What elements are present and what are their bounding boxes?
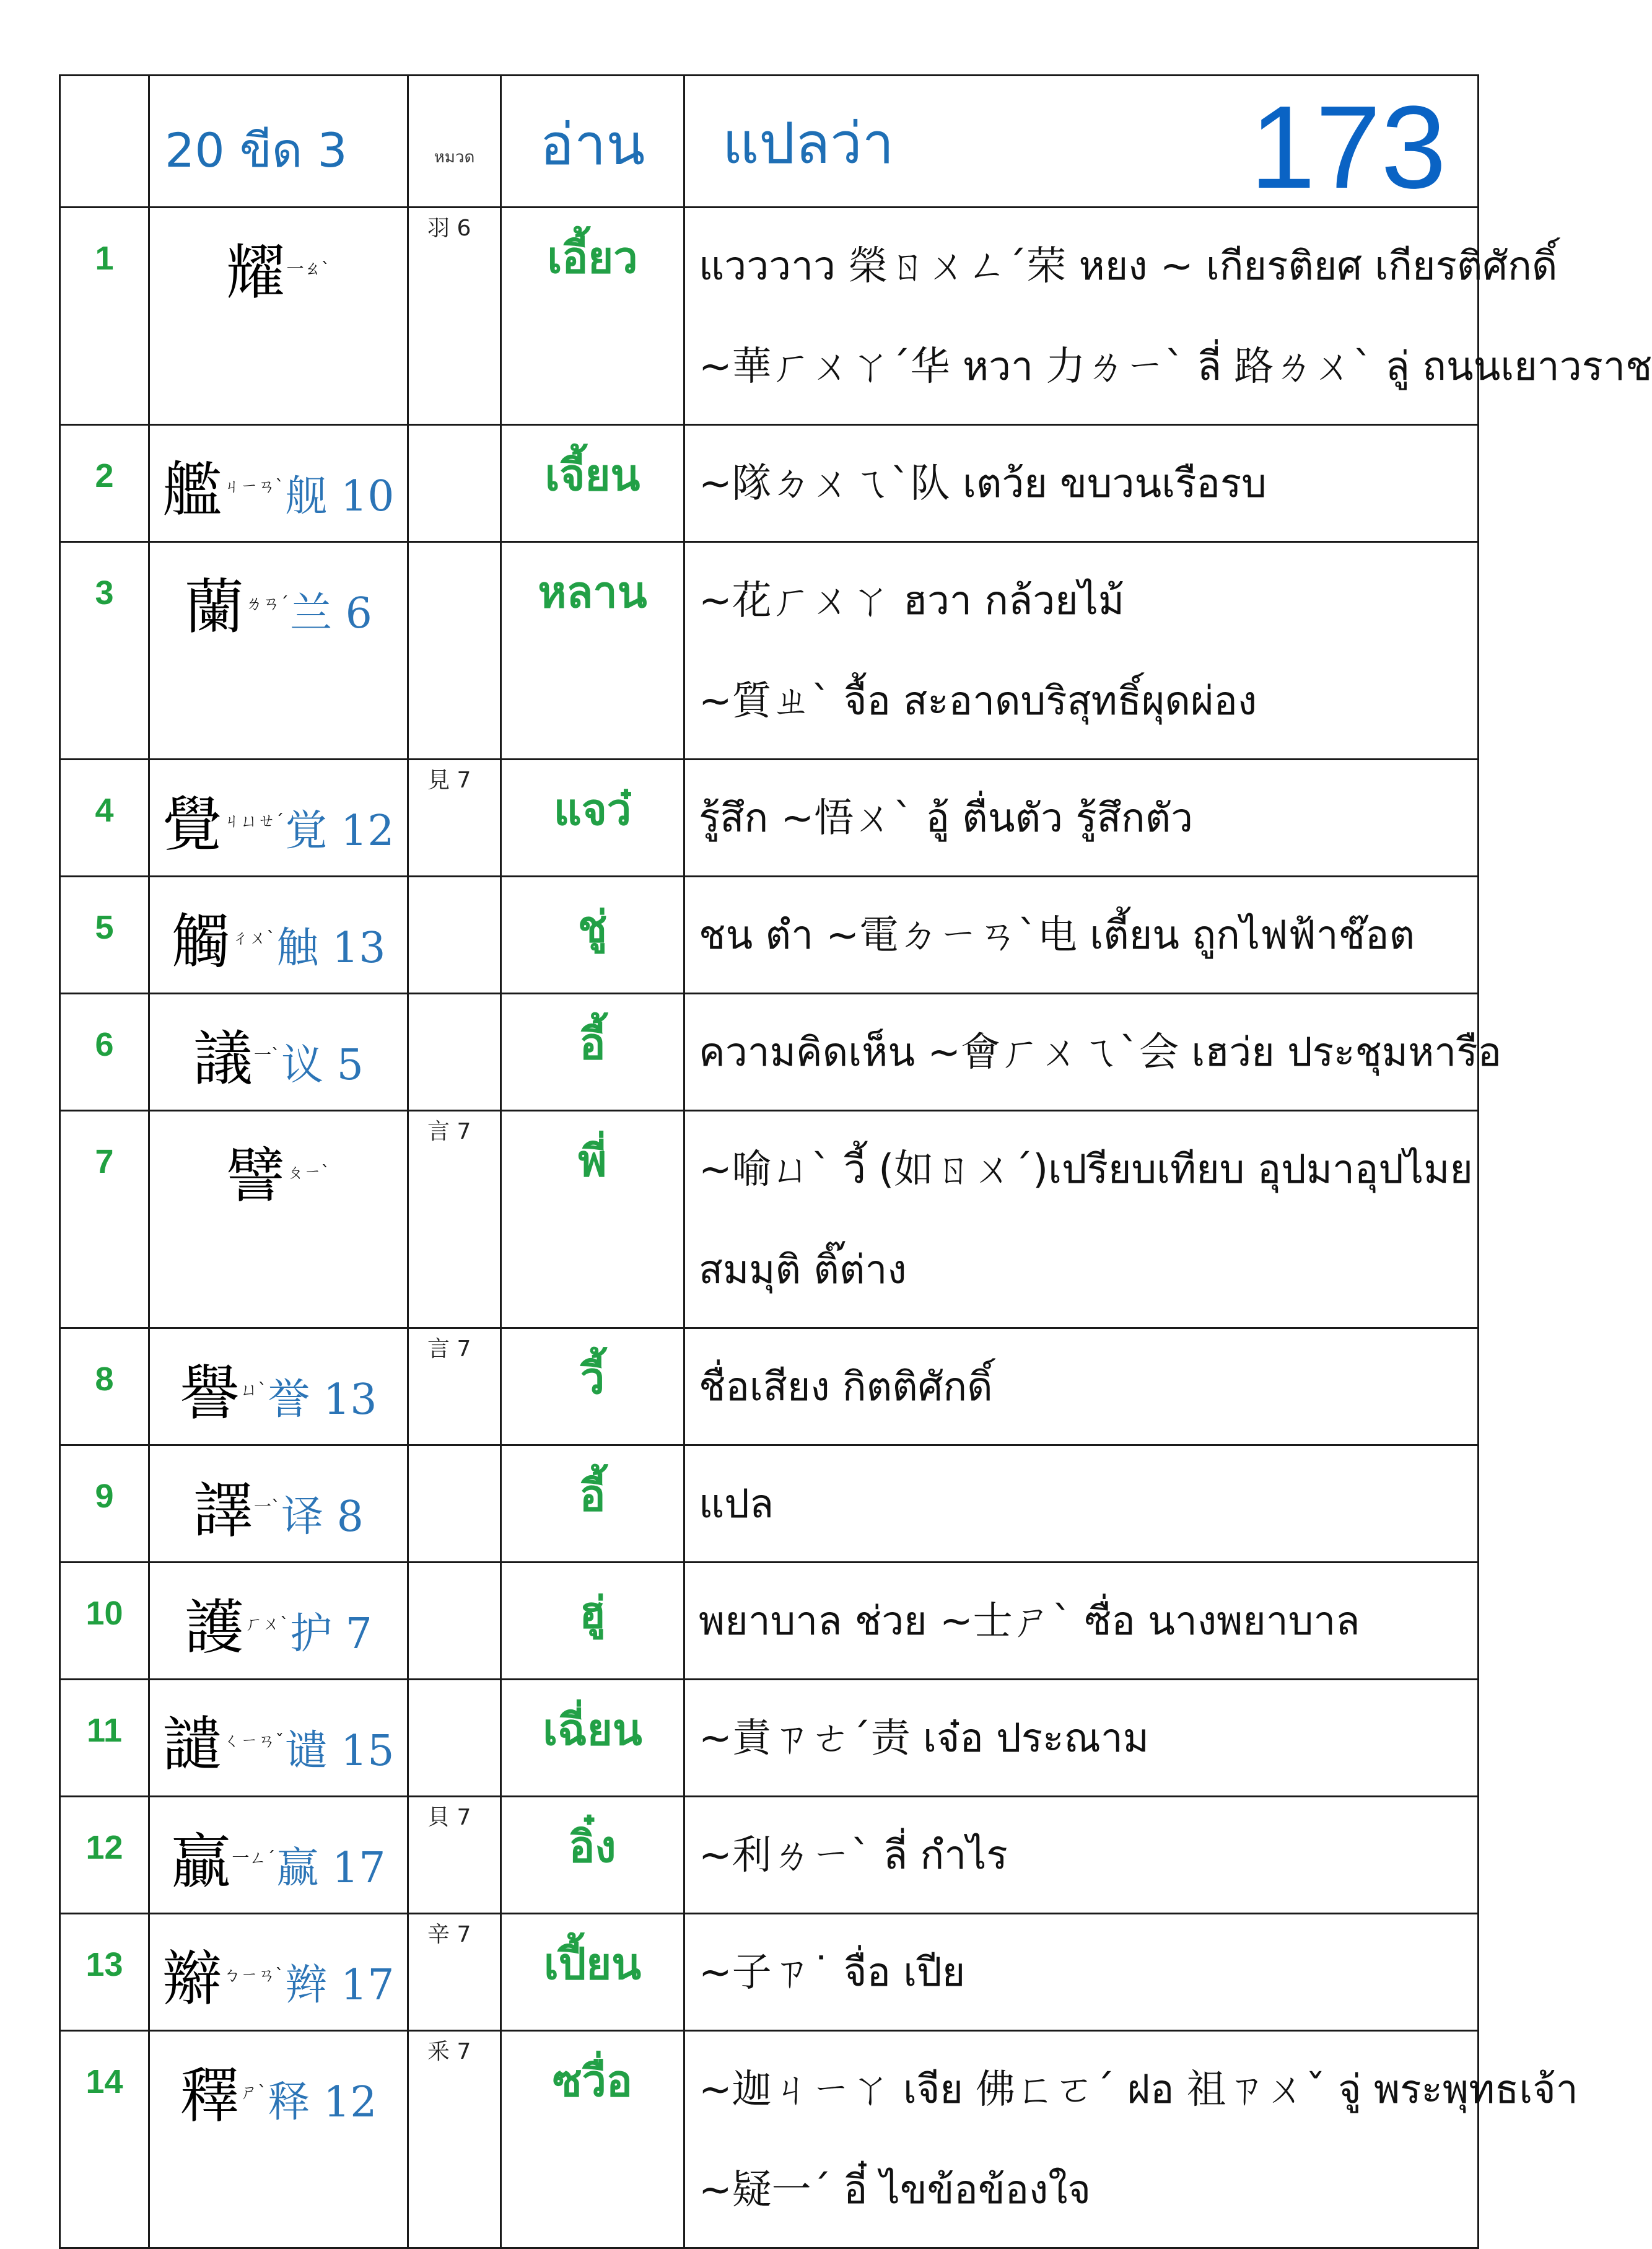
character-cell xyxy=(149,425,408,542)
meaning-line: ~利ㄌㄧˋ ลี่ กำไร xyxy=(699,1833,1008,1879)
meaning-line: ~隊ㄉㄨㄟˋ队 เตว้ย ขบวนเรือรบ xyxy=(699,461,1267,507)
table-row xyxy=(60,994,1479,1111)
meaning-cell xyxy=(684,994,1502,1111)
meaning-cell xyxy=(684,1680,1479,1797)
zhuyin: ㄑㄧㄢˇ xyxy=(223,1730,284,1751)
traditional-character: 議 xyxy=(193,1024,253,1094)
zhuyin: ㄐㄩㄝˊ xyxy=(223,810,284,831)
character-cell xyxy=(149,1914,408,2031)
traditional-character: 辮 xyxy=(162,1944,222,2014)
character-cell xyxy=(149,994,408,1111)
reading-cell: หลาน xyxy=(501,542,684,760)
meaning-cell xyxy=(684,1914,1479,2031)
table-row xyxy=(60,208,1479,425)
character-cell xyxy=(149,1797,408,1914)
meaning-line: แปล xyxy=(699,1481,774,1527)
reading-cell: พี่ xyxy=(501,1111,684,1328)
meaning-line: รู้สึก ~悟ㄨˋ อู้ ตื่นตัว รู้สึกตัว xyxy=(699,796,1194,841)
radical-cell xyxy=(408,877,501,994)
table-row xyxy=(60,1914,1479,2031)
header-number-cell xyxy=(60,76,149,208)
character-cell xyxy=(149,2031,408,2248)
header-meaning: แปลว่า 173 xyxy=(684,76,1479,208)
zhuyin: 一ˋ xyxy=(254,1496,281,1517)
radical-cell xyxy=(408,425,501,542)
character-cell xyxy=(149,760,408,877)
simplified-character: 谴 15 xyxy=(285,1727,395,1776)
table-header xyxy=(60,76,1479,208)
radical-cell: 貝 7 xyxy=(408,1797,501,1914)
reading-cell: เปี้ยน xyxy=(501,1914,684,2031)
meaning-line: ~迦ㄐㄧㄚ เจีย 佛ㄈㄛˊ ฝอ 祖ㄗㄨˇ จู่ พระพุทธเจ้า xyxy=(699,2067,1578,2113)
vocabulary-table xyxy=(59,74,1652,2249)
character-cell xyxy=(149,1445,408,1563)
traditional-character: 譽 xyxy=(180,1359,240,1428)
character-cell xyxy=(149,877,408,994)
simplified-character: 译 8 xyxy=(281,1493,364,1541)
meaning-line: ความคิดเห็น ~會ㄏㄨㄟˋ会 เฮว่ย ประชุมหารือ xyxy=(699,1030,1502,1076)
meaning-line: สมมุติ ติ๊ต่าง xyxy=(699,1247,907,1293)
traditional-character: 譬 xyxy=(225,1141,286,1211)
character-cell xyxy=(149,208,408,425)
traditional-character: 護 xyxy=(185,1593,245,1662)
row-number: 7 xyxy=(60,1111,149,1328)
character-cell xyxy=(149,542,408,760)
simplified-character: 舰 10 xyxy=(285,472,395,521)
reading-cell: ซวื่อ xyxy=(501,2031,684,2248)
header-reading: อ่าน xyxy=(501,76,684,208)
meaning-cell xyxy=(684,1563,1479,1680)
radical-cell xyxy=(408,542,501,760)
zhuyin: 一ㄥˊ xyxy=(232,1848,276,1868)
radical-cell: 釆 7 xyxy=(408,2031,501,2248)
row-number: 12 xyxy=(60,1797,149,1914)
radical-cell: 言 7 xyxy=(408,1328,501,1445)
zhuyin: 一ˋ xyxy=(254,1045,281,1065)
traditional-character: 譴 xyxy=(162,1710,222,1779)
reading-cell: แจว๋ xyxy=(501,760,684,877)
meaning-cell xyxy=(684,208,1652,425)
traditional-character: 耀 xyxy=(225,238,286,307)
table-row xyxy=(60,425,1479,542)
row-number: 14 xyxy=(60,2031,149,2248)
table-row xyxy=(60,1797,1479,1914)
radical-cell xyxy=(408,1563,501,1680)
zhuyin: ㄏㄨˋ xyxy=(245,1613,289,1634)
meaning-cell xyxy=(684,1111,1479,1328)
radical-cell: 言 7 xyxy=(408,1111,501,1328)
traditional-character: 覺 xyxy=(162,790,222,859)
simplified-character: 覚 12 xyxy=(285,807,395,856)
simplified-character: 触 13 xyxy=(276,924,386,973)
character-cell xyxy=(149,1563,408,1680)
table-row xyxy=(60,1111,1479,1328)
simplified-character: 赢 17 xyxy=(276,1844,386,1893)
row-number: 3 xyxy=(60,542,149,760)
table-row xyxy=(60,2031,1479,2248)
row-number: 2 xyxy=(60,425,149,542)
simplified-character: 护 7 xyxy=(290,1610,372,1659)
radical-cell: 辛 7 xyxy=(408,1914,501,2031)
meaning-cell xyxy=(684,877,1479,994)
traditional-character: 釋 xyxy=(180,2061,240,2131)
reading-cell: อิ๋ง xyxy=(501,1797,684,1914)
meaning-line: ~喻ㄩˋ วี้ (如ㄖㄨˊ)เปรียบเทียบ อุปมาอุปไมย xyxy=(699,1147,1473,1193)
simplified-character: 兰 6 xyxy=(290,589,372,638)
reading-cell: เอี้ยว xyxy=(501,208,684,425)
character-cell xyxy=(149,1111,408,1328)
zhuyin: ㄌㄢˊ xyxy=(245,593,289,613)
character-cell xyxy=(149,1328,408,1445)
meaning-line: ~責ㄗㄜˊ责 เจ๋อ ประณาม xyxy=(699,1716,1149,1761)
row-number: 9 xyxy=(60,1445,149,1563)
page-number: 173 xyxy=(1249,82,1446,213)
meaning-cell xyxy=(684,2031,1578,2248)
zhuyin: ㄔㄨˋ xyxy=(232,927,276,948)
meaning-cell xyxy=(684,1797,1479,1914)
row-number: 6 xyxy=(60,994,149,1111)
meaning-line: ~質ㄓˋ จื้อ สะอาดบริสุทธิ์ผุดผ่อง xyxy=(699,678,1257,724)
traditional-character: 贏 xyxy=(171,1827,231,1896)
character-cell xyxy=(149,1680,408,1797)
zhuyin: ㄐㄧㄢˋ xyxy=(223,476,284,496)
zhuyin: 一ㄠˋ xyxy=(286,258,330,279)
simplified-character: 誉 13 xyxy=(268,1375,377,1424)
radical-cell xyxy=(408,1445,501,1563)
radical-cell xyxy=(408,994,501,1111)
meaning-line: ชื่อเสียง กิตติศักดิ์ xyxy=(699,1364,993,1410)
traditional-character: 譯 xyxy=(193,1476,253,1545)
reading-cell: วี้ xyxy=(501,1328,684,1445)
zhuyin: ㄆㄧˋ xyxy=(286,1162,330,1182)
row-number: 13 xyxy=(60,1914,149,2031)
zhuyin: ㄅㄧㄢˋ xyxy=(223,1965,284,1985)
meaning-cell xyxy=(684,760,1479,877)
simplified-character: 议 5 xyxy=(281,1041,364,1090)
simplified-character: 辫 17 xyxy=(285,1961,395,2010)
table-row xyxy=(60,877,1479,994)
reading-cell: อี้ xyxy=(501,994,684,1111)
table-row xyxy=(60,1680,1479,1797)
table-row xyxy=(60,542,1479,760)
traditional-character: 蘭 xyxy=(185,572,245,642)
table-row xyxy=(60,1328,1479,1445)
reading-cell: เฉี่ยน xyxy=(501,1680,684,1797)
meaning-cell xyxy=(684,425,1479,542)
simplified-character: 释 12 xyxy=(268,2078,377,2127)
meaning-line: ~子ㄗ˙ จื่อ เปีย xyxy=(699,1950,966,1996)
table-row xyxy=(60,1445,1479,1563)
meaning-cell xyxy=(684,1445,1479,1563)
zhuyin: ㄩˋ xyxy=(240,1379,267,1400)
meaning-cell xyxy=(684,542,1479,760)
row-number: 11 xyxy=(60,1680,149,1797)
zhuyin: ㄕˋ xyxy=(240,2082,267,2102)
radical-cell: 見 7 xyxy=(408,760,501,877)
row-number: 5 xyxy=(60,877,149,994)
meaning-line: ~花ㄏㄨㄚ ฮวา กล้วยไม้ xyxy=(699,578,1125,624)
row-number: 4 xyxy=(60,760,149,877)
meaning-line: แวววาว 榮ㄖㄨㄥˊ荣 หยง ~ เกียรติยศ เกียรติศักดิ์ xyxy=(699,243,1558,289)
meaning-line: ~華ㄏㄨㄚˊ华 หวา 力ㄌㄧˋ ลี่ 路ㄌㄨˋ ลู่ ถนนเยาวราช xyxy=(699,344,1652,390)
table-row xyxy=(60,1563,1479,1680)
reading-cell: อี้ xyxy=(501,1445,684,1563)
meaning-cell xyxy=(684,1328,1479,1445)
meaning-line: ชน ตำ ~電ㄉㄧㄢˋ电 เตี้ยน ถูกไฟฟ้าช๊อต xyxy=(699,913,1415,958)
meaning-line: ~疑一ˊ อี๋ ไขข้อข้องใจ xyxy=(699,2167,1091,2213)
radical-cell: 羽 6 xyxy=(408,208,501,425)
row-number: 10 xyxy=(60,1563,149,1680)
row-number: 1 xyxy=(60,208,149,425)
traditional-character: 艦 xyxy=(162,455,222,525)
reading-cell: ชู่ xyxy=(501,877,684,994)
header-radical: หมวด xyxy=(408,76,501,208)
radical-cell xyxy=(408,1680,501,1797)
row-number: 8 xyxy=(60,1328,149,1445)
table-row xyxy=(60,760,1479,877)
reading-cell: ฮู่ xyxy=(501,1563,684,1680)
reading-cell: เจี้ยน xyxy=(501,425,684,542)
meaning-line: พยาบาล ช่วย ~士ㄕˋ ซื่อ นางพยาบาล xyxy=(699,1598,1360,1644)
traditional-character: 觸 xyxy=(171,907,231,976)
header-stroke-count: 20 ขีด 3 xyxy=(149,76,408,208)
